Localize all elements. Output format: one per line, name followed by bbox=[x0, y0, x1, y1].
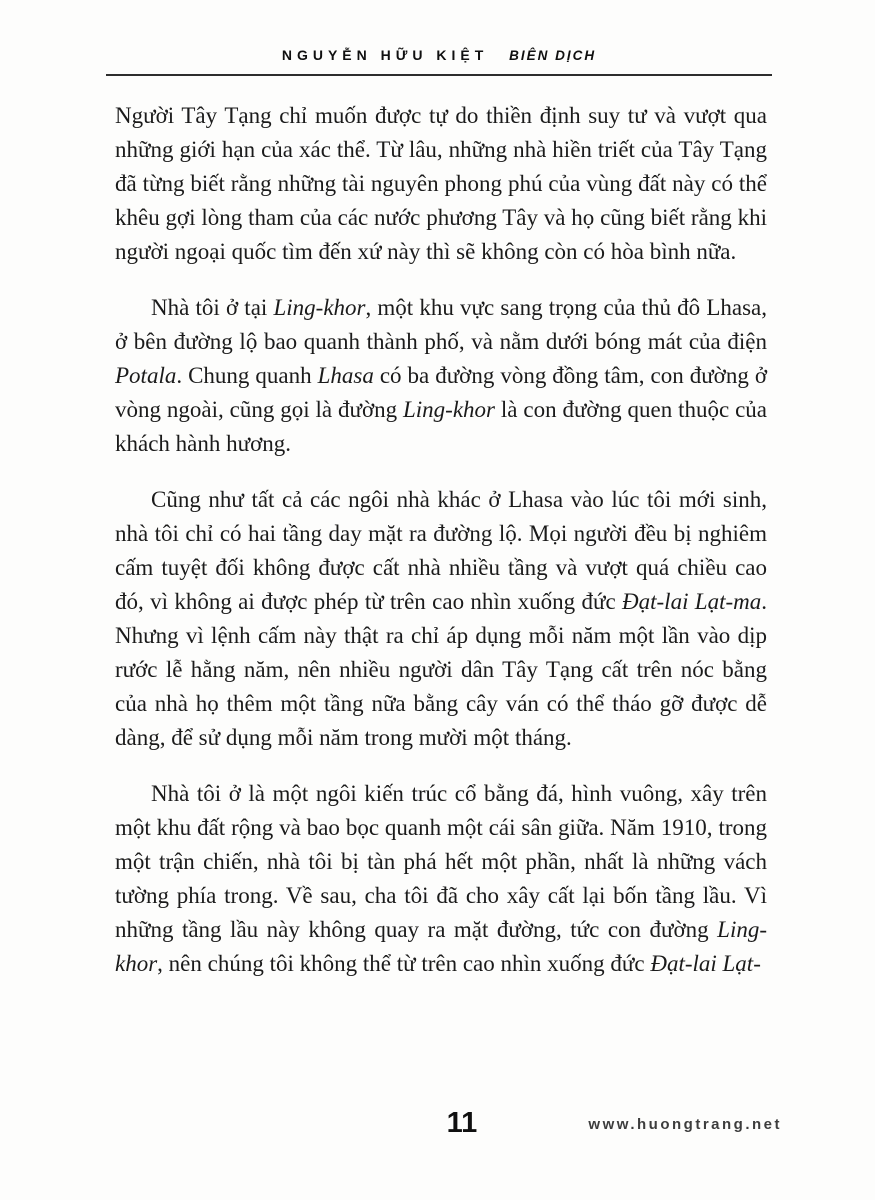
body-text bbox=[115, 99, 767, 1003]
text-segment: Cũng như tất cả các ngôi nhà khác ở Lhasa vào lúc tôi mới sinh, nhà tôi chỉ có hai tầng day mặt ra đường lộ. Mọi người đều bị nghiêm cấm tuyệt đối không được cất nhà nhiều tầng và vượt quá chiều cao đó, vì không ai được phép từ trên cao nhìn xuống đức bbox=[115, 487, 767, 614]
translator-name: NGUYỄN HỮU KIỆT bbox=[281, 47, 489, 63]
page-header bbox=[110, 47, 768, 63]
italic-text-segment: Ling-khor bbox=[115, 917, 767, 976]
text-segment: Người Tây Tạng chỉ muốn được tự do thiền định suy tư và vượt qua những giới hạn của xác thể. Từ lâu, những nhà hiền triết của Tây Tạng đã từng biết rằng những tài nguyên phong phú của vùng đất này có thể khêu gợi lòng tham của các nước phương Tây và họ cũng biết rằng khi người ngoại quốc tìm đến xứ này thì sẽ không còn có hòa bình nữa. bbox=[115, 103, 767, 264]
italic-text-segment: Đạt-lai Lạt- bbox=[650, 951, 761, 976]
paragraph bbox=[115, 99, 767, 269]
text-segment: . Nhưng vì lệnh cấm này thật ra chỉ áp dụng mỗi năm một lần vào dịp rước lễ hằng năm, nên nhiều người dân Tây Tạng cất trên nóc bằng của nhà họ thêm một tầng nữa bằng cây ván có thể tháo gỡ được dễ dàng, để sử dụng mỗi năm trong mười một tháng. bbox=[115, 589, 767, 750]
page-number: 11 bbox=[446, 1107, 478, 1139]
paragraph bbox=[115, 483, 767, 755]
italic-text-segment: Lhasa bbox=[317, 363, 374, 388]
website-url: www.huongtrang.net bbox=[588, 1116, 782, 1133]
paragraph bbox=[115, 777, 767, 981]
header-rule bbox=[106, 74, 772, 76]
text-segment: có ba đường vòng đồng tâm, con đường ở vòng ngoài, cũng gọi là đường bbox=[115, 363, 767, 422]
text-segment: . Chung quanh bbox=[176, 363, 318, 388]
text-segment: , nên chúng tôi không thể từ trên cao nhìn xuống đức bbox=[157, 951, 651, 976]
translator-role: BIÊN DỊCH bbox=[509, 48, 597, 63]
text-segment: là con đường quen thuộc của khách hành hương. bbox=[115, 397, 767, 456]
text-segment: , một khu vực sang trọng của thủ đô Lhasa, ở bên đường lộ bao quanh thành phố, và nằm dưới bóng mát của điện bbox=[115, 295, 768, 354]
italic-text-segment: Ling-khor bbox=[403, 397, 495, 422]
text-segment: Nhà tôi ở tại bbox=[151, 295, 274, 320]
italic-text-segment: Ling-khor bbox=[273, 295, 366, 320]
italic-text-segment: Potala bbox=[115, 363, 177, 388]
italic-text-segment: Đạt-lai Lạt-ma bbox=[622, 589, 762, 614]
text-segment: Nhà tôi ở là một ngôi kiến trúc cổ bằng đá, hình vuông, xây trên một khu đất rộng và bao bọc quanh một cái sân giữa. Năm 1910, trong một trận chiến, nhà tôi bị tàn phá hết một phần, nhất là những vách tường phía trong. Về sau, cha tôi đã cho xây cất lại bốn tầng lầu. Vì những tầng lầu này không quay ra mặt đường, tức con đường bbox=[115, 781, 767, 942]
paragraph bbox=[115, 291, 767, 461]
